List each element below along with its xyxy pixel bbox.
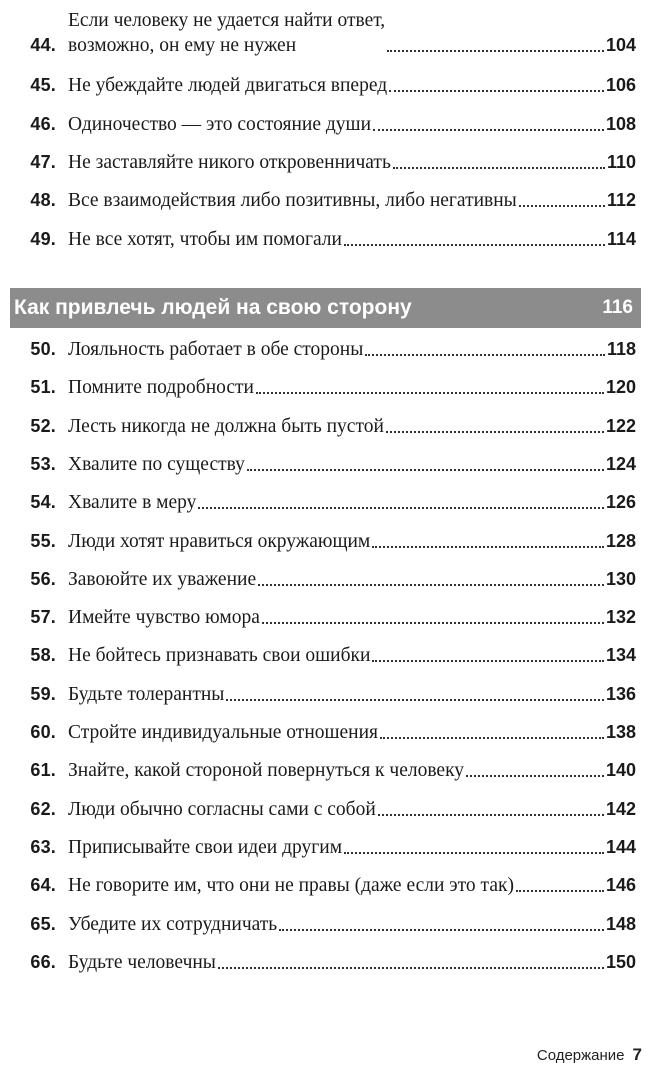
entry-number: 48. (30, 190, 56, 210)
dot-leader (262, 622, 604, 624)
dot-leader (198, 507, 604, 509)
entry-title: Стройте индивидуальные отношения (68, 722, 379, 743)
entry-page: 142 (605, 799, 636, 819)
dot-leader (389, 90, 604, 92)
dot-leader (387, 50, 604, 52)
toc-entry[interactable] (0, 490, 662, 515)
entry-number: 47. (30, 152, 56, 172)
entry-page: 106 (605, 75, 636, 95)
entry-page: 150 (605, 952, 636, 972)
toc-entry[interactable] (0, 227, 662, 252)
entry-number: 63. (30, 837, 56, 857)
entry-number: 55. (30, 531, 56, 551)
entry-page: 136 (605, 684, 636, 704)
dot-leader (344, 852, 604, 854)
entry-page: 148 (605, 914, 636, 934)
dot-leader (365, 354, 605, 356)
entry-number: 57. (30, 607, 56, 627)
section-page: 116 (602, 297, 633, 318)
entry-title: Хвалите по существу (68, 454, 245, 475)
dot-leader (279, 929, 604, 931)
entry-page: 118 (606, 339, 636, 359)
toc-entry[interactable] (0, 188, 662, 213)
entry-number: 61. (30, 760, 56, 780)
entry-page: 146 (605, 875, 636, 895)
footer-label: Содержание (536, 1047, 625, 1064)
entry-page: 124 (605, 454, 636, 474)
entry-page: 114 (606, 229, 636, 249)
entry-page: 128 (605, 531, 636, 551)
toc-entry[interactable] (0, 950, 662, 975)
entry-title: Не убеждайте людей двигаться вперед (68, 75, 388, 96)
entry-title: Лояльность работает в обе стороны (68, 339, 364, 360)
section-header[interactable] (10, 288, 641, 328)
dot-leader (226, 699, 604, 701)
entry-title: Имейте чувство юмора (68, 607, 260, 628)
entry-number: 44. (30, 35, 56, 55)
entry-title: Будьте толерантны (68, 684, 225, 705)
entry-title: Не говорите им, что они не правы (даже если это так) (68, 875, 514, 896)
entry-number: 49. (30, 229, 56, 249)
entry-number: 62. (30, 799, 56, 819)
toc-entry[interactable] (0, 873, 662, 898)
toc-entry[interactable] (0, 682, 662, 707)
toc-entry[interactable] (0, 112, 662, 137)
entry-number: 45. (30, 75, 56, 95)
entry-page: 112 (606, 190, 636, 210)
entry-title: Все взаимодействия либо позитивны, либо негативны (68, 190, 517, 211)
entry-number: 64. (30, 875, 56, 895)
entry-title: Не все хотят, чтобы им помогали (68, 229, 342, 250)
entry-title: Приписывайте свои идеи другим (68, 837, 343, 858)
entry-page: 110 (606, 152, 636, 172)
entry-number: 53. (30, 454, 56, 474)
entry-title: Помните подробности (68, 377, 254, 398)
toc-entry[interactable] (0, 337, 662, 362)
entry-title: Одиночество — это состояние души (68, 114, 372, 135)
entry-title: Если человеку не удается найти ответ, возможно, он ему не нужен (68, 10, 386, 56)
dot-leader (393, 167, 605, 169)
entry-page: 104 (605, 35, 636, 55)
entry-page: 120 (605, 377, 636, 397)
entry-number: 50. (30, 339, 56, 359)
dot-leader (378, 814, 604, 816)
toc-entry[interactable] (0, 414, 662, 439)
entry-title: Люди обычно согласны сами с собой (68, 799, 376, 820)
entry-number: 58. (30, 645, 56, 665)
entry-page: 126 (605, 492, 636, 512)
toc-entry[interactable] (0, 567, 662, 592)
entry-page: 122 (605, 416, 636, 436)
entry-page: 108 (605, 114, 636, 134)
entry-number: 66. (30, 952, 56, 972)
toc-entry[interactable] (0, 8, 662, 58)
toc-entry[interactable] (0, 529, 662, 554)
entry-page: 132 (605, 607, 636, 627)
toc-entry[interactable] (0, 797, 662, 822)
dot-leader (386, 431, 604, 433)
entry-title: Убедите их сотрудничать (68, 914, 278, 935)
dot-leader (373, 129, 604, 131)
entry-title: Знайте, какой стороной повернуться к человеку (68, 760, 465, 781)
entry-page: 130 (605, 569, 636, 589)
entry-title: Не заставляйте никого откровенничать (68, 152, 391, 173)
toc-entry[interactable] (0, 912, 662, 937)
entry-number: 51. (30, 377, 56, 397)
dot-leader (372, 546, 604, 548)
entry-number: 56. (30, 569, 56, 589)
entry-page: 134 (605, 645, 636, 665)
entry-title: Хвалите в меру (68, 492, 197, 513)
dot-leader (380, 737, 604, 739)
dot-leader (344, 244, 605, 246)
toc-entry[interactable] (0, 150, 662, 175)
entry-number: 65. (30, 914, 56, 934)
entry-number: 54. (30, 492, 56, 512)
dot-leader (372, 660, 604, 662)
entry-page: 140 (605, 760, 636, 780)
toc-entry[interactable] (0, 605, 662, 630)
section-title: Как привлечь людей на свою сторону (14, 296, 412, 319)
dot-leader (258, 584, 604, 586)
entry-title: Лесть никогда не должна быть пустой (68, 416, 384, 437)
entry-title: Не бойтесь признавать свои ошибки (68, 645, 371, 666)
toc-entry[interactable] (0, 73, 662, 98)
dot-leader (466, 775, 604, 777)
toc-entry[interactable] (0, 835, 662, 860)
page-footer (537, 1045, 642, 1065)
dot-leader (516, 890, 604, 892)
entry-page: 138 (605, 722, 636, 742)
dot-leader (256, 392, 604, 394)
entry-number: 60. (30, 722, 56, 742)
entry-title: Будьте человечны (68, 952, 216, 973)
toc-entry[interactable] (0, 643, 662, 668)
toc-entry[interactable] (0, 375, 662, 400)
dot-leader (247, 469, 604, 471)
entry-page: 144 (605, 837, 636, 857)
entry-number: 52. (30, 416, 56, 436)
entry-number: 46. (30, 114, 56, 134)
entry-title: Завоюйте их уважение (68, 569, 257, 590)
footer-page-number: 7 (632, 1045, 642, 1064)
dot-leader (519, 205, 605, 207)
entry-title: Люди хотят нравиться окружающим (68, 531, 371, 552)
dot-leader (218, 967, 604, 969)
entry-number: 59. (30, 684, 56, 704)
toc-entry[interactable] (0, 452, 662, 477)
toc-entry[interactable] (0, 758, 662, 783)
toc-entry[interactable] (0, 720, 662, 745)
